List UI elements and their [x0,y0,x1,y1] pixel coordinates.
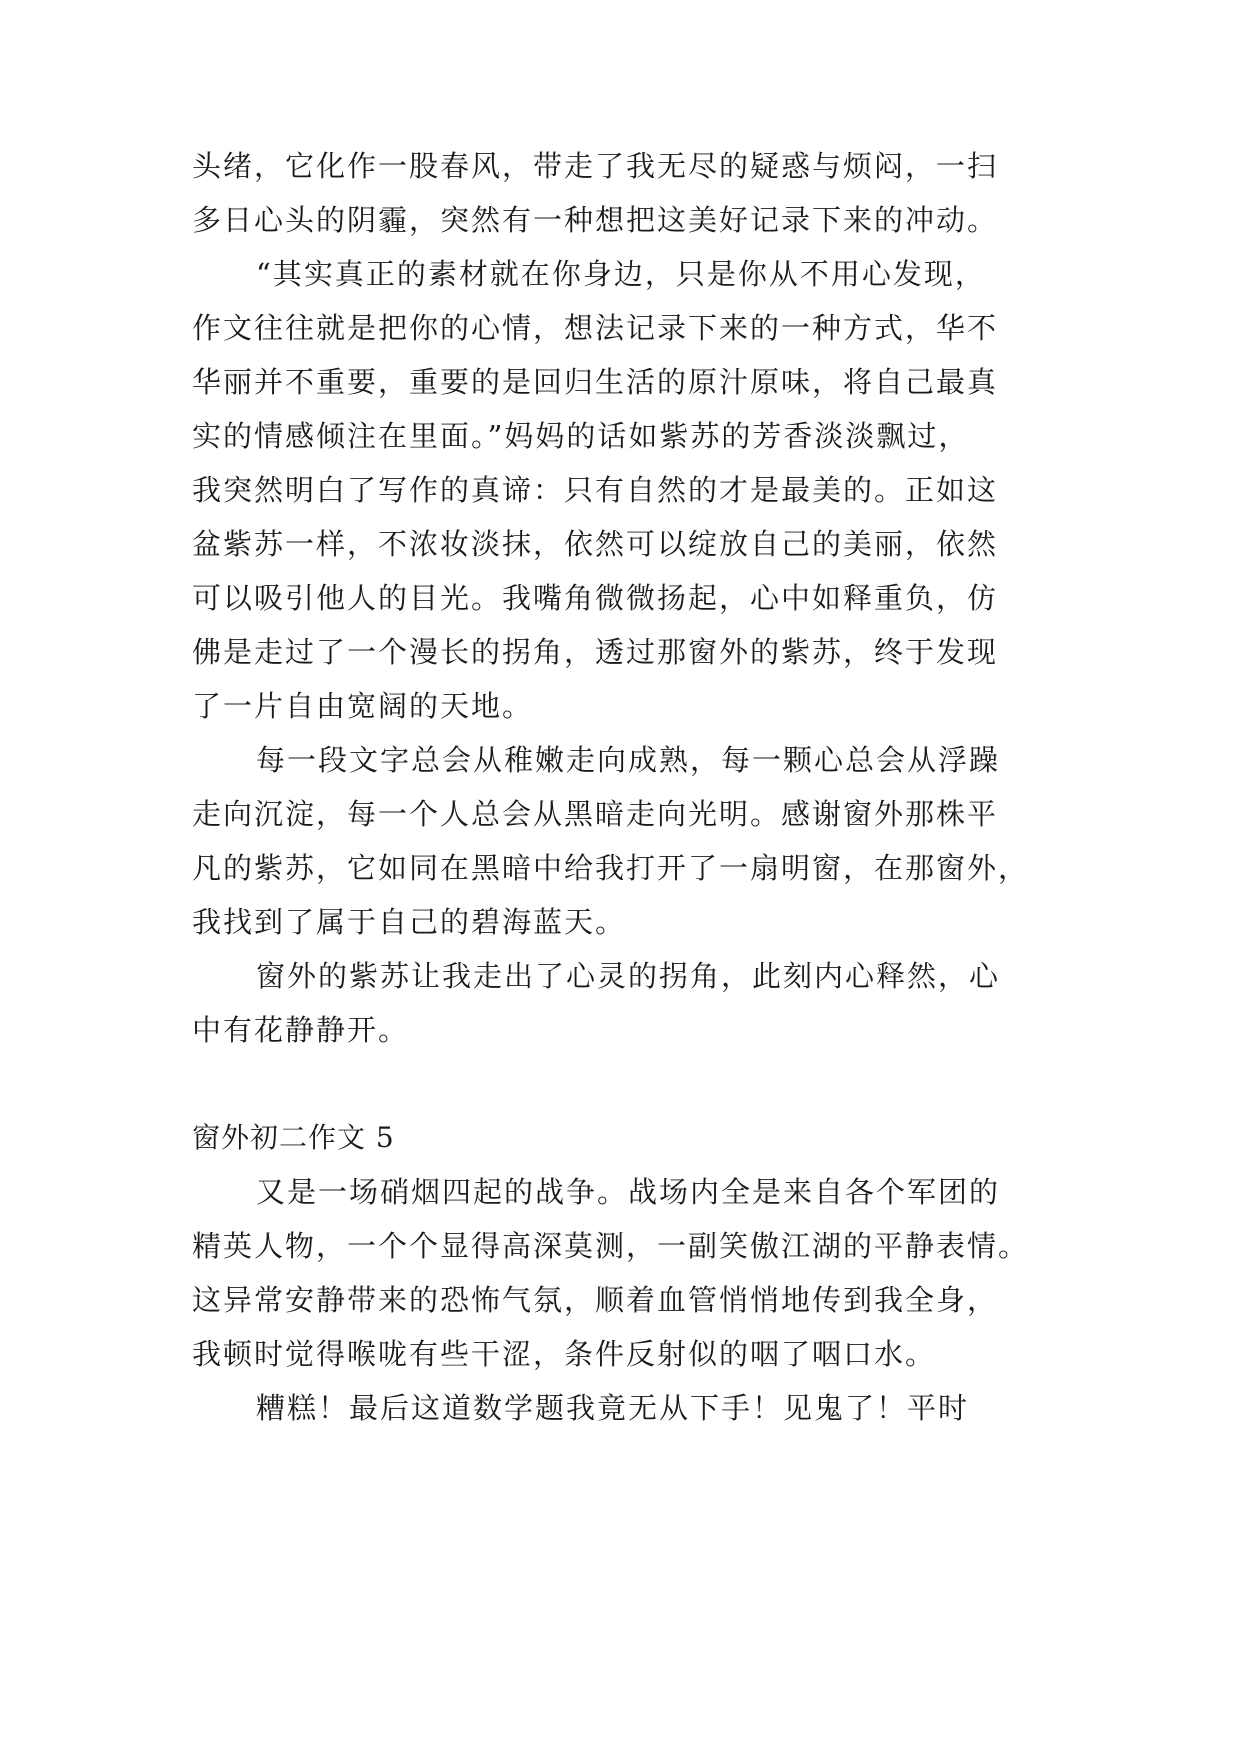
paragraph-start-line: “其实真正的素材就在你身边，只是你从不用心发现， [256,257,986,291]
text-line: 凡的紫苏，它如同在黑暗中给我打开了一扇明窗，在那窗外， [192,851,1030,885]
text-line: 盆紫苏一样，不浓妆淡抹，依然可以绽放自己的美丽，依然 [192,527,999,561]
text-line: 这异常安静带来的恐怖气氛，顺着血管悄悄地传到我全身， [192,1283,999,1317]
text-line: 多日心头的阴霾，突然有一种想把这美好记录下来的冲动。 [192,203,999,237]
text-line: 佛是走过了一个漫长的拐角，透过那窗外的紫苏，终于发现 [192,635,999,669]
text-line: 我顿时觉得喉咙有些干涩，条件反射似的咽了咽口水。 [192,1337,937,1371]
text-line: 中有花静静开。 [192,1013,410,1047]
text-line: 走向沉淀，每一个人总会从黑暗走向光明。感谢窗外那株平 [192,797,999,831]
text-line: 我突然明白了写作的真谛：只有自然的才是最美的。正如这 [192,473,999,507]
text-line: 精英人物，一个个显得高深莫测，一副笑傲江湖的平静表情。 [192,1229,1030,1263]
text-line: 头绪，它化作一股春风，带走了我无尽的疑惑与烦闷，一扫 [192,149,999,183]
text-line: 可以吸引他人的目光。我嘴角微微扬起，心中如释重负，仿 [192,581,999,615]
paragraph-start-line: 窗外的紫苏让我走出了心灵的拐角，此刻内心释然，心 [256,959,1001,993]
text-line: 了一片自由宽阔的天地。 [192,689,534,723]
text-line: 实的情感倾注在里面。”妈妈的话如紫苏的芳香淡淡飘过， [192,419,970,453]
section-heading: 窗外初二作文 5 [192,1121,395,1154]
text-line: 作文往往就是把你的心情，想法记录下来的一种方式，华不 [192,311,999,345]
text-line: 华丽并不重要，重要的是回归生活的原汁原味，将自己最真 [192,365,999,399]
paragraph-start-line: 又是一场硝烟四起的战争。战场内全是来自各个军团的 [256,1175,1001,1209]
paragraph-start-line: 每一段文字总会从稚嫩走向成熟，每一颗心总会从浮躁 [256,743,1001,777]
paragraph-start-line: 糟糕！最后这道数学题我竟无从下手！见鬼了！平时 [256,1391,970,1425]
text-line: 我找到了属于自己的碧海蓝天。 [192,905,627,939]
